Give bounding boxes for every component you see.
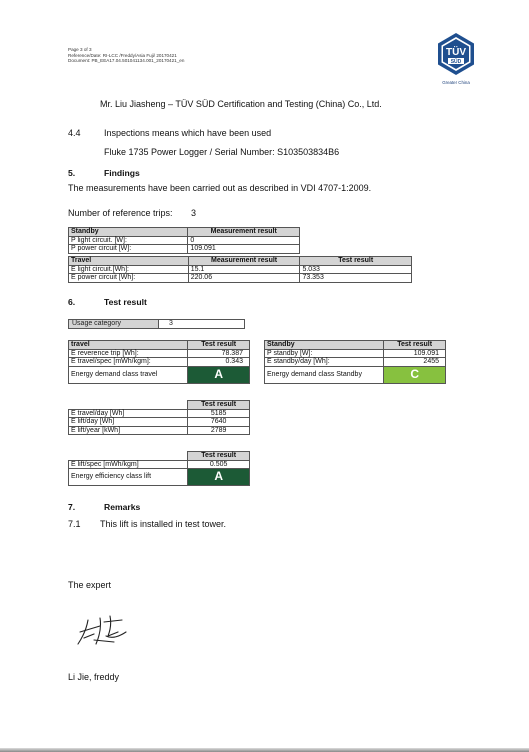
travel-measurement-table xyxy=(68,256,412,283)
table-row xyxy=(69,418,250,427)
reference-trips-label: Number of reference trips: xyxy=(68,208,173,218)
usage-category-value: 3 xyxy=(169,320,173,327)
table-cell: 5185 xyxy=(188,409,250,418)
reference-date: Reference/Date: RI-LCC /Freddy/Asia Fuji/ 20170421 xyxy=(68,52,177,58)
expert-label: The expert xyxy=(68,580,112,590)
table-cell: 0.343 xyxy=(188,358,250,367)
table-cell: E lift/year [kWh] xyxy=(69,426,188,435)
table-row xyxy=(69,228,300,237)
table-row xyxy=(69,274,412,283)
table-header-cell xyxy=(69,401,188,410)
table-header-cell: Test result xyxy=(300,257,412,266)
table-cell: 220.06 xyxy=(188,274,300,283)
expert-name: Li Jie, freddy xyxy=(68,672,120,682)
efficiency-table xyxy=(68,451,250,486)
table-header-cell xyxy=(69,452,188,461)
table-cell: 5.033 xyxy=(300,265,412,274)
signature-icon xyxy=(70,610,134,650)
table-cell: Energy demand class Standby xyxy=(265,366,384,383)
header-meta xyxy=(68,47,184,64)
remarks-heading: Remarks xyxy=(104,502,141,512)
section-number: 6. xyxy=(68,297,76,307)
logo-caption: Greater China xyxy=(442,80,470,85)
findings-text: The measurements have been carried out as described in VDI 4707-1:2009. xyxy=(68,183,372,193)
table-cell: E travel/spec [mWh/kgm]: xyxy=(69,358,188,367)
table-header-cell: travel xyxy=(69,341,188,350)
table-cell: P power circuit [W]: xyxy=(69,245,188,254)
table-cell: 73.353 xyxy=(300,274,412,283)
table-row xyxy=(69,245,300,254)
table-cell: E reverence trip [Wh]: xyxy=(69,349,188,358)
reference-trips-value: 3 xyxy=(191,208,197,218)
test-result-heading: Test result xyxy=(104,297,147,307)
table-cell: E lift/spec [mWh/kgm] xyxy=(69,460,188,469)
usage-category-box xyxy=(68,319,245,329)
remark-text: This lift is installed in test tower. xyxy=(100,519,227,529)
table-cell: 0 xyxy=(188,236,300,245)
table-header-cell: Standby xyxy=(265,341,384,350)
table-cell: 109.091 xyxy=(384,349,446,358)
measurement-table xyxy=(68,227,300,254)
table-cell: E standby/day [Wh]: xyxy=(265,358,384,367)
table-row xyxy=(265,366,446,383)
table-row xyxy=(265,341,446,350)
travel-result-table xyxy=(68,340,250,384)
table-header-cell: Test result xyxy=(188,401,250,410)
section-number: 4.4 xyxy=(68,128,81,138)
table-row xyxy=(69,426,250,435)
table-row xyxy=(69,366,250,383)
table-row xyxy=(69,401,250,410)
section-number: 7. xyxy=(68,502,76,512)
table-cell: P light circuit. [W]: xyxy=(69,236,188,245)
table-header-cell: Test result xyxy=(188,452,250,461)
inspection-detail: Fluke 1735 Power Logger / Serial Number: S103503834B6 xyxy=(104,147,340,157)
table-cell: E light circuit.[Wh]: xyxy=(69,265,189,274)
table-row xyxy=(69,460,250,469)
logo-subtext: SÜD xyxy=(450,59,462,65)
remark-number: 7.1 xyxy=(68,519,81,529)
energy-class-badge: C xyxy=(384,366,446,383)
table-row xyxy=(69,469,250,486)
table-cell: E power circuit [Wh]: xyxy=(69,274,189,283)
inspection-title: Inspections means which have been used xyxy=(104,128,272,138)
table-cell: 2789 xyxy=(188,426,250,435)
table-header-cell: Travel xyxy=(69,257,189,266)
table-cell: E lift/day [Wh] xyxy=(69,418,188,427)
table-cell: 0.505 xyxy=(188,460,250,469)
table-row xyxy=(265,358,446,367)
table-row xyxy=(69,257,412,266)
energy-class-badge: A xyxy=(188,366,250,383)
table-row xyxy=(69,265,412,274)
table-row xyxy=(69,358,250,367)
logo-text: TÜV xyxy=(446,47,466,58)
tuv-logo-icon xyxy=(434,32,478,76)
section-number: 5. xyxy=(68,168,76,178)
table-header-cell: Standby xyxy=(69,228,188,237)
standby-result-table xyxy=(264,340,446,384)
daily-energy-table xyxy=(68,400,250,435)
table-cell: Energy efficiency class lift xyxy=(69,469,188,486)
table-header-cell: Test result xyxy=(188,341,250,350)
scan-edge xyxy=(0,748,529,752)
usage-category-label: Usage category xyxy=(69,320,159,328)
table-header-cell: Test result xyxy=(384,341,446,350)
table-row xyxy=(69,409,250,418)
table-cell: P standby [W]: xyxy=(265,349,384,358)
table-cell: 78.387 xyxy=(188,349,250,358)
findings-heading: Findings xyxy=(104,168,140,178)
table-row xyxy=(69,236,300,245)
table-cell: 109.091 xyxy=(188,245,300,254)
table-row xyxy=(69,452,250,461)
table-row xyxy=(69,341,250,350)
document-id: Document: PB_EEA17.04.501041134.001_20170421_en xyxy=(68,58,185,64)
table-header-cell: Measurement result xyxy=(188,257,300,266)
table-row xyxy=(265,349,446,358)
table-cell: 2455 xyxy=(384,358,446,367)
page-number: Page 3 of 3 xyxy=(68,47,92,52)
table-header-cell: Measurement result xyxy=(188,228,300,237)
table-cell: 7640 xyxy=(188,418,250,427)
table-row xyxy=(69,349,250,358)
table-cell: E travel/day [Wh] xyxy=(69,409,188,418)
table-cell: 15.1 xyxy=(188,265,300,274)
energy-class-badge: A xyxy=(188,469,250,486)
table-cell: Energy demand class travel xyxy=(69,366,188,383)
company-line: Mr. Liu Jiasheng – TÜV SÜD Certification and Testing (China) Co., Ltd. xyxy=(100,99,382,109)
